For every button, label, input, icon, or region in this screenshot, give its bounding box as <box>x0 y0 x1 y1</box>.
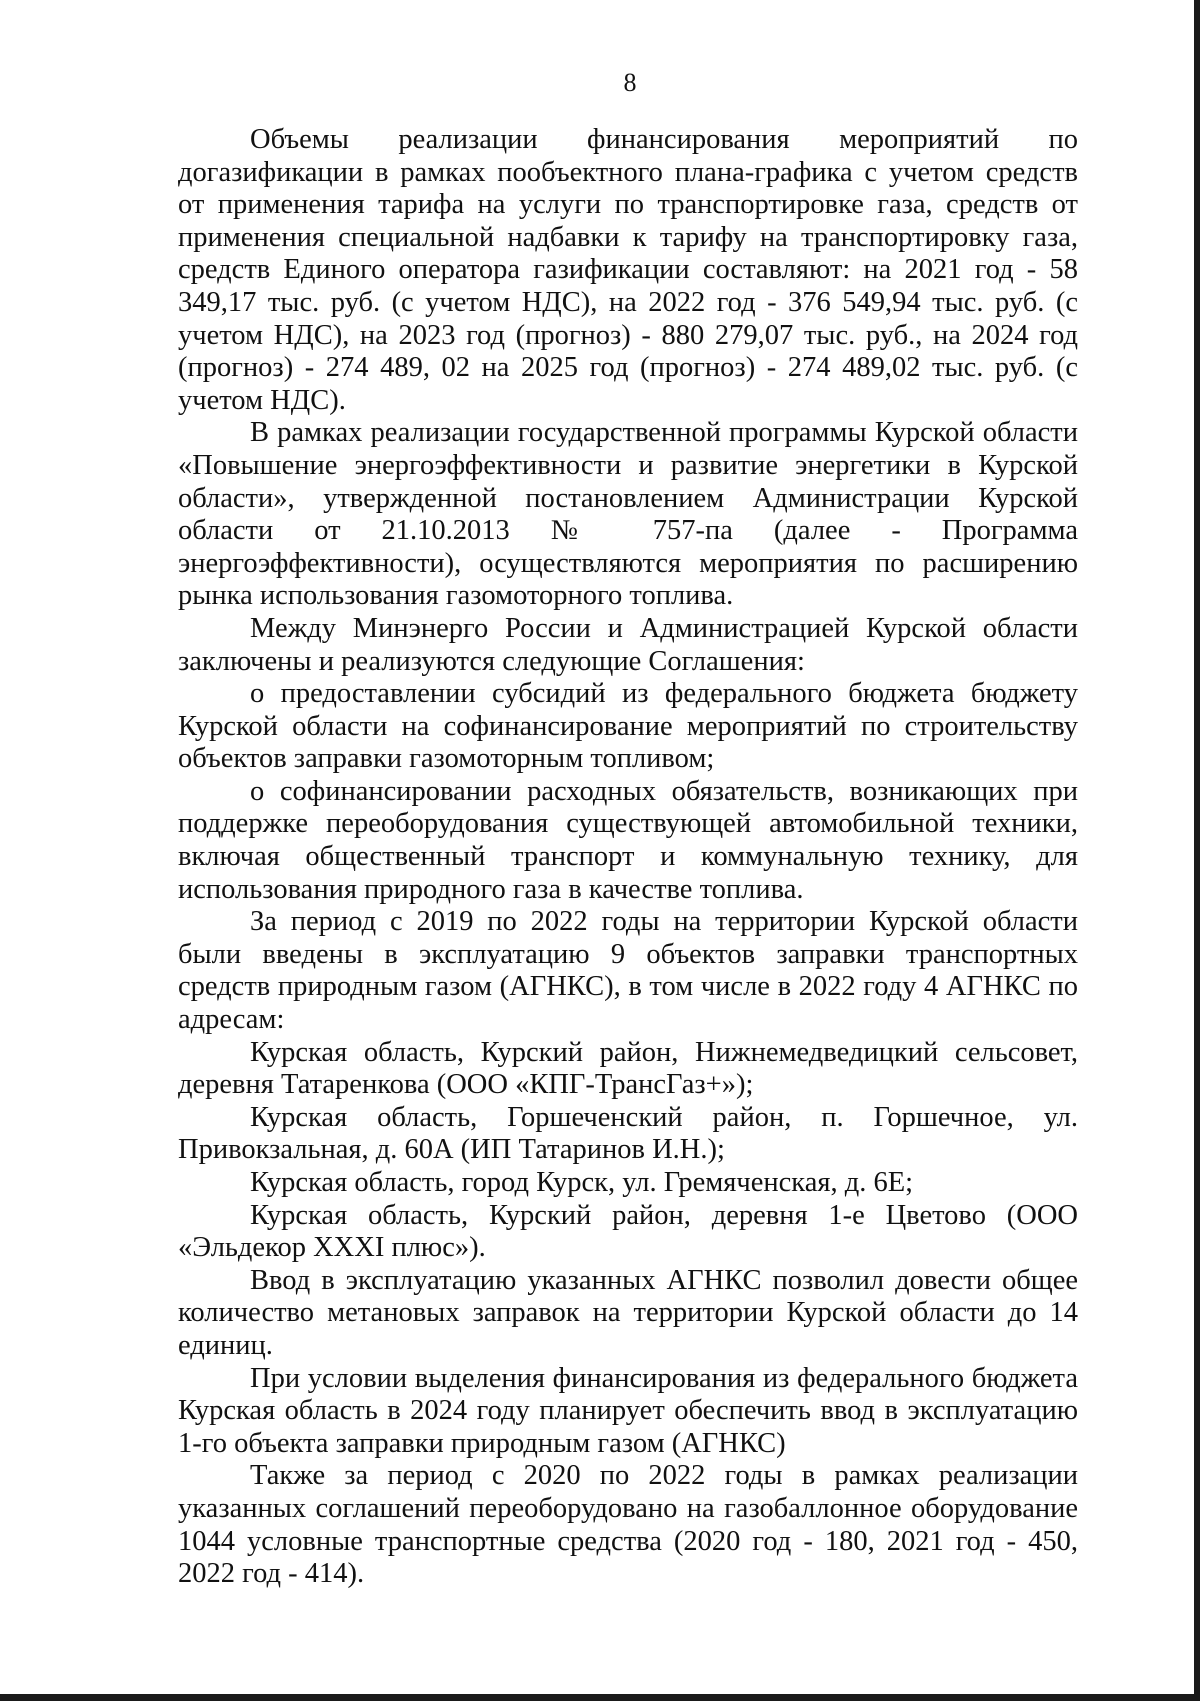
document-body <box>178 124 1078 1591</box>
paragraph-plan-2024: При условии выделения финансирования из федерального бюджета Курская область в 2024 году планирует обеспечить ввод в эксплуатацию 1-го объекта заправки природным газом (АГНКС) <box>178 1362 1078 1459</box>
paragraph-address-4: Курская область, Курский район, деревня 1-е Цветово (ООО «Эльдекор XXXI плюс»). <box>178 1199 1078 1264</box>
paragraph-agreement-subsidies: о предоставлении субсидий из федерального бюджета бюджету Курской области на софинансирование мероприятий по строительству объектов заправки газомоторным топливом; <box>178 678 1078 775</box>
scan-right-edge <box>1194 0 1200 1701</box>
paragraph-conversion: Также за период с 2020 по 2022 годы в рамках реализации указанных соглашений переоборудовано на газобаллонное оборудование 1044 условные транспортные средства (2020 год - 180, 2021 год - 450, 2022 год - 414). <box>178 1460 1078 1590</box>
paragraph-financing-volumes: Объемы реализации финансирования мероприятий по догазификации в рамках пообъектного плана-графика с учетом средств от применения тарифа на услуги по транспортировке газа, средств от применения специальной надбавки к тарифу на транспортировку газа, средств Единого оператора газификации составляют: на 2021 год - 58 349,17 тыс. руб. (с учетом НДС), на 2022 год - 376 549,94 тыс. руб. (с учетом НДС), на 2023 год (прогноз) - 880 279,07 тыс. руб., на 2024 год (прогноз) - 274 489, 02 на 2025 год (прогноз) - 274 489,02 тыс. руб. (с учетом НДС). <box>178 124 1078 416</box>
paragraph-state-program: В рамках реализации государственной программы Курской области «Повышение энергоэффективности и развитие энергетики в Курской области», утвержденной постановлением Администрации Курской области от 21.10.2013 № 757-па (далее - Программа энергоэффективности), осуществляются мероприятия по расширению рынка использования газомоторного топлива. <box>178 417 1078 612</box>
scan-bottom-edge <box>0 1694 1200 1701</box>
paragraph-agnks-period: За период с 2019 по 2022 годы на территории Курской области были введены в эксплуатацию 9 объектов заправки транспортных средств природным газом (АГНКС), в том числе в 2022 году 4 АГНКС по адресам: <box>178 906 1078 1036</box>
page-number: 8 <box>623 68 637 97</box>
paragraph-address-2: Курская область, Горшеченский район, п. Горшечное, ул. Привокзальная, д. 60А (ИП Татаринов И.Н.); <box>178 1101 1078 1166</box>
paragraph-agreement-cofinancing: о софинансировании расходных обязательств, возникающих при поддержке переоборудования существующей автомобильной техники, включая общественный транспорт и коммунальную технику, для использования природного газа в качестве топлива. <box>178 775 1078 905</box>
paragraph-agreements-intro: Между Минэнерго России и Администрацией Курской области заключены и реализуются следующие Соглашения: <box>178 612 1078 677</box>
paragraph-address-1: Курская область, Курский район, Нижнемедведицкий сельсовет, деревня Татаренкова (ООО «КПГ-ТрансГаз+»); <box>178 1036 1078 1101</box>
paragraph-address-3: Курская область, город Курск, ул. Гремяченская, д. 6Е; <box>250 1167 914 1198</box>
paragraph-methane-stations: Ввод в эксплуатацию указанных АГНКС позволил довести общее количество метановых заправок на территории Курской области до 14 единиц. <box>178 1264 1078 1361</box>
